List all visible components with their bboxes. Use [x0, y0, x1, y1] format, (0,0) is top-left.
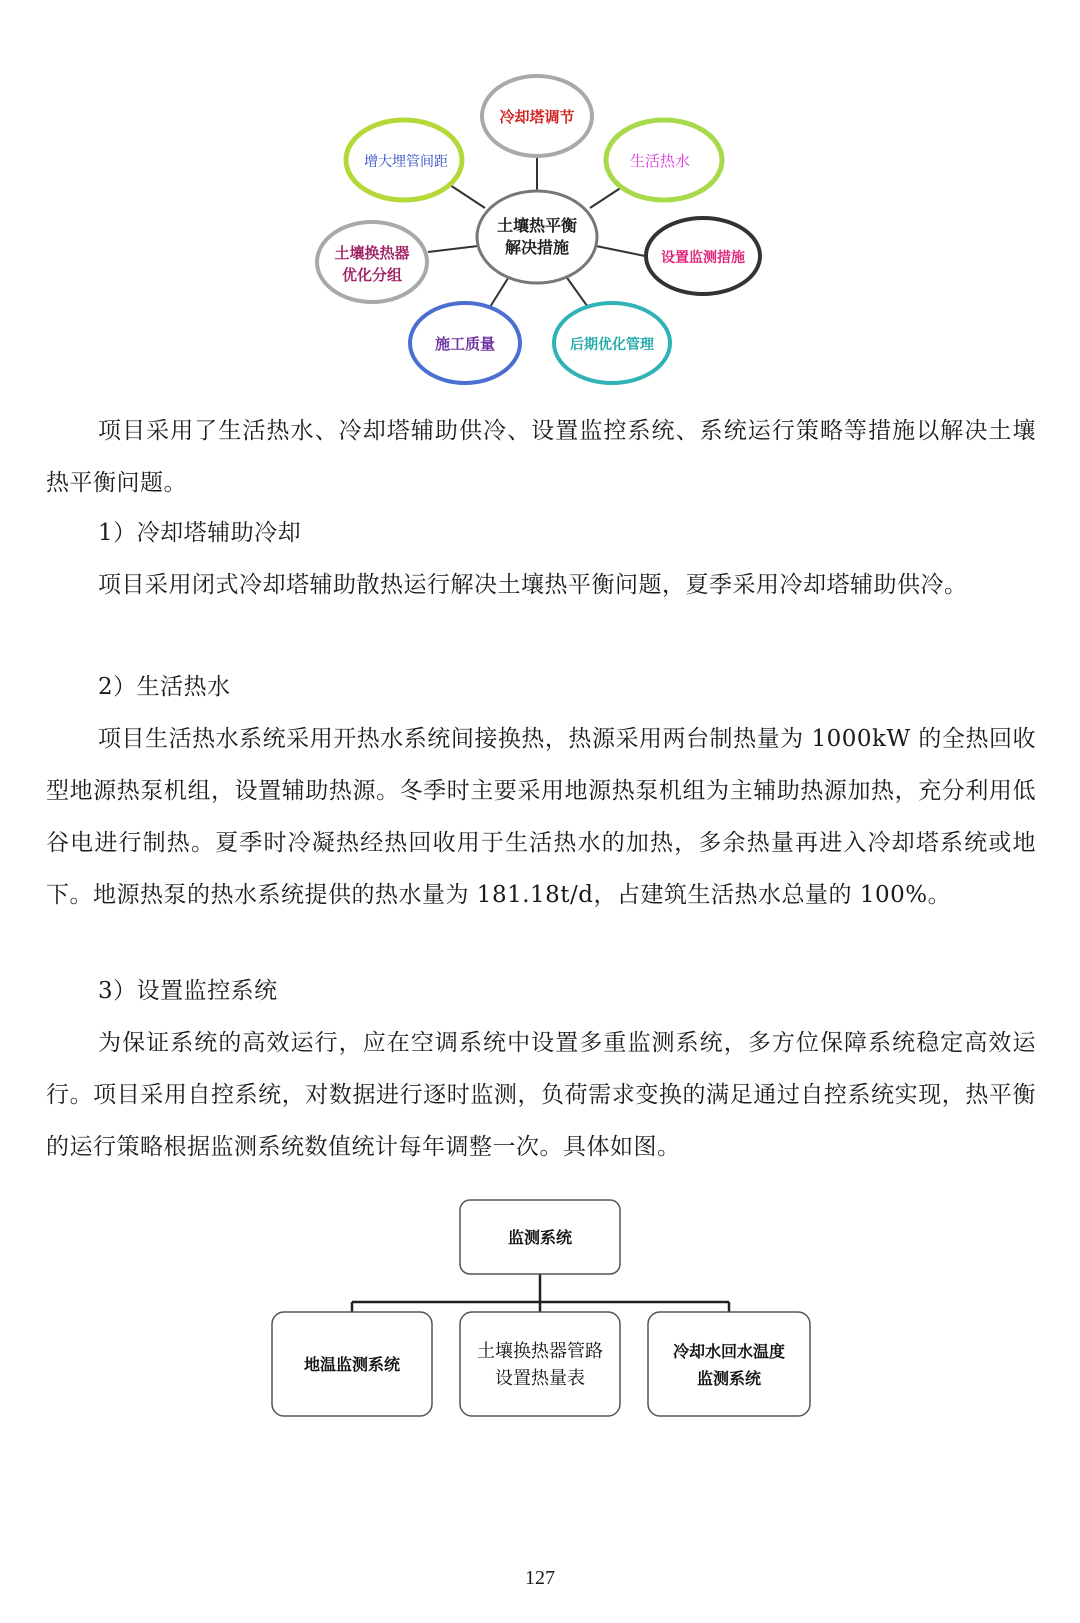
node-heat-exchanger-grouping [317, 222, 427, 302]
node-label: 生活热水 [629, 152, 691, 170]
node-monitoring-measures [646, 218, 760, 294]
connector-line [596, 246, 645, 256]
root-box-label: 监测系统 [507, 1228, 573, 1247]
paragraph-monitoring: 为保证系统的高效运行，应在空调系统中设置多重监测系统，多方位保障系统稳定高效运行。项目采用自控系统，对数据进行逐时监测，负荷需求变换的满足通过自控系统实现，热平衡的运行策略根据监测系统数值统计每年调整一次。具体如图。 [46, 1030, 1036, 1160]
node-construction-quality [410, 303, 520, 383]
node-pipe-spacing [346, 120, 462, 200]
paragraph-hot-water: 项目生活热水系统采用开热水系统间接换热，热源采用两台制热量为 1000kW 的全热回收型地源热泵机组，设置辅助热源。冬季时主要采用地源热泵机组为主辅助热源加热，充分利用低谷电进行制热。夏季时冷凝热经热回收用于生活热水的加热，多余热量再进入冷却塔系统或地下。地源热泵的热水系统提供的热水量为 181.18t/d，占建筑生活热水总量的 100%。 [46, 726, 1036, 908]
child-box-label: 地温监测系统 [303, 1355, 401, 1374]
node-label: 冷却塔调节 [499, 108, 575, 126]
child-box-label-line2: 监测系统 [696, 1369, 762, 1388]
node-cooling-tower [482, 76, 592, 156]
node-label: 增大埋管间距 [364, 154, 448, 170]
node-label: 施工质量 [434, 335, 496, 353]
child-box-label-line2: 设置热量表 [495, 1368, 585, 1389]
page-number: 127 [525, 1567, 555, 1589]
monitoring-system-diagram [0, 1190, 1080, 1450]
child-box-return-water-temp [648, 1312, 810, 1416]
heading-monitoring: 3）设置监控系统 [98, 978, 278, 1004]
center-node-line2: 解决措施 [504, 238, 570, 257]
child-box-label-line1: 土壤换热器管路 [477, 1341, 603, 1362]
center-node-line1: 土壤热平衡 [496, 216, 578, 235]
center-node [477, 191, 597, 283]
root-box [460, 1200, 620, 1274]
node-label: 后期优化管理 [570, 337, 654, 353]
node-label-line1: 土壤换热器 [334, 244, 410, 262]
child-box-ground-temp [272, 1312, 432, 1416]
node-late-optimization [554, 303, 670, 383]
connector-line [565, 275, 590, 310]
child-box-heat-meter [460, 1312, 620, 1416]
heading-cooling-tower: 1）冷却塔辅助冷却 [98, 520, 302, 546]
node-label: 设置监测措施 [661, 250, 745, 266]
soil-heat-balance-diagram [0, 0, 1080, 400]
connector-line [428, 246, 478, 252]
connector-line [490, 275, 510, 307]
paragraph-cooling-tower: 项目采用闭式冷却塔辅助散热运行解决土壤热平衡问题，夏季采用冷却塔辅助供冷。 [98, 572, 968, 598]
node-domestic-hot-water [606, 120, 722, 200]
paragraph-intro: 项目采用了生活热水、冷却塔辅助供冷、设置监控系统、系统运行策略等措施以解决土壤热平衡问题。 [46, 418, 1036, 496]
heading-hot-water: 2）生活热水 [98, 674, 231, 700]
child-box-label-line1: 冷却水回水温度 [672, 1342, 786, 1361]
node-label-line2: 优化分组 [341, 266, 403, 284]
connector-line [450, 185, 485, 208]
